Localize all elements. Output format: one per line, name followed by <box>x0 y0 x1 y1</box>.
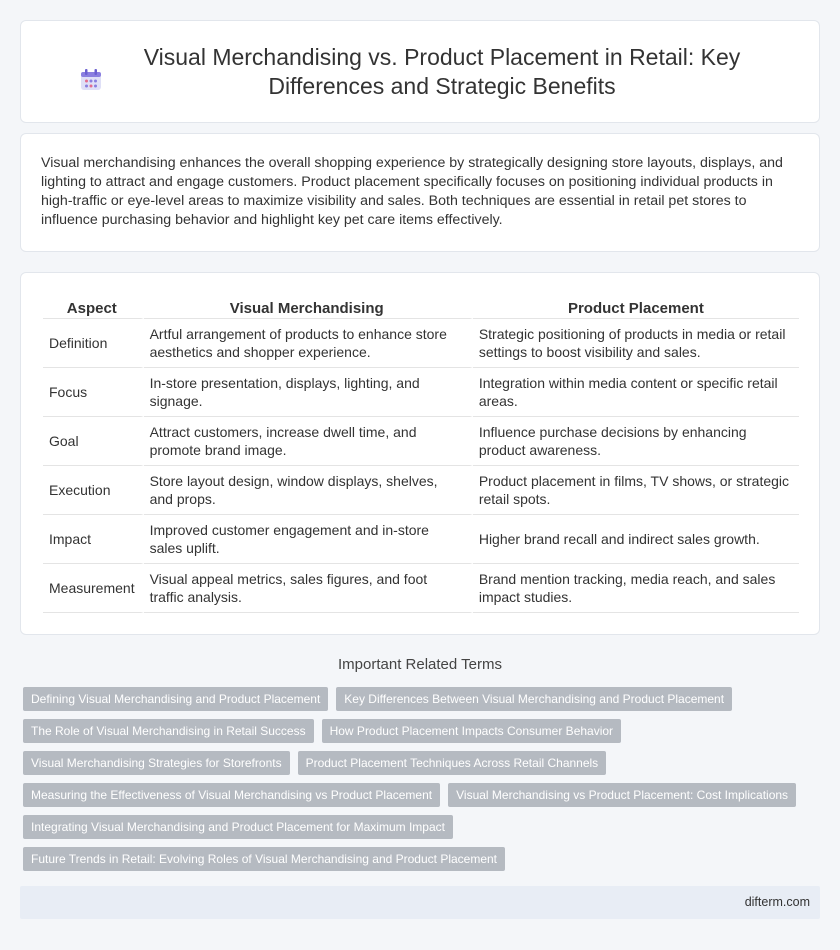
row-visual-merchandising: Store layout design, window displays, shelves, and props. <box>144 466 473 515</box>
page-title: Visual Merchandising vs. Product Placement in Retail: Key Differences and Strategic Benefits <box>143 43 741 99</box>
row-visual-merchandising: Visual appeal metrics, sales figures, and foot traffic analysis. <box>144 564 473 613</box>
row-aspect: Measurement <box>43 564 144 613</box>
intro-card <box>20 133 820 252</box>
header-visual-merchandising: Visual Merchandising <box>144 297 473 319</box>
related-term-tag[interactable]: Key Differences Between Visual Merchandising and Product Placement <box>336 687 732 711</box>
related-term-tag[interactable]: The Role of Visual Merchandising in Retail Success <box>23 719 314 743</box>
row-product-placement: Strategic positioning of products in media or retail settings to boost visibility and sales. <box>473 319 799 368</box>
row-product-placement: Integration within media content or specific retail areas. <box>473 368 799 417</box>
table-row <box>43 564 799 613</box>
table-row <box>43 319 799 368</box>
footer <box>20 886 820 919</box>
row-product-placement: Influence purchase decisions by enhancing product awareness. <box>473 417 799 466</box>
related-terms-heading: Important Related Terms <box>338 656 502 673</box>
row-aspect: Goal <box>43 417 144 466</box>
row-visual-merchandising: Attract customers, increase dwell time, and promote brand image. <box>144 417 473 466</box>
related-term-tag[interactable]: How Product Placement Impacts Consumer Behavior <box>322 719 621 743</box>
row-visual-merchandising: Improved customer engagement and in-store sales uplift. <box>144 515 473 564</box>
table-header-row <box>43 297 799 319</box>
table-row <box>43 515 799 564</box>
row-product-placement: Brand mention tracking, media reach, and sales impact studies. <box>473 564 799 613</box>
related-term-tag[interactable]: Product Placement Techniques Across Retail Channels <box>298 751 607 775</box>
footer-site-link[interactable]: difterm.com <box>744 895 810 909</box>
row-aspect: Definition <box>43 319 144 368</box>
row-product-placement: Product placement in films, TV shows, or strategic retail spots. <box>473 466 799 515</box>
related-term-tag[interactable]: Defining Visual Merchandising and Product Placement <box>23 687 328 711</box>
related-terms-list <box>23 687 813 871</box>
table-row <box>43 466 799 515</box>
row-visual-merchandising: In-store presentation, displays, lighting, and signage. <box>144 368 473 417</box>
comparison-table-card <box>20 272 820 635</box>
intro-paragraph: Visual merchandising enhances the overall shopping experience by strategically designing store layouts, displays, and lighting to attract and engage customers. Product placement specifically focuses on positioning individual products in high-traffic or eye-level areas to maximize visibility and sales. Both techniques are essential in retail pet stores to influence purchasing behavior and highlight key pet care items effectively. <box>41 155 783 228</box>
related-term-tag[interactable]: Future Trends in Retail: Evolving Roles of Visual Merchandising and Product Placement <box>23 847 505 871</box>
table-row <box>43 368 799 417</box>
row-aspect: Focus <box>43 368 144 417</box>
calendar-icon <box>78 67 104 93</box>
related-term-tag[interactable]: Measuring the Effectiveness of Visual Merchandising vs Product Placement <box>23 783 440 807</box>
comparison-table <box>43 297 799 613</box>
row-aspect: Impact <box>43 515 144 564</box>
row-product-placement: Higher brand recall and indirect sales growth. <box>473 515 799 564</box>
related-term-tag[interactable]: Integrating Visual Merchandising and Product Placement for Maximum Impact <box>23 815 453 839</box>
table-row <box>43 417 799 466</box>
row-aspect: Execution <box>43 466 144 515</box>
title-card <box>20 20 820 123</box>
header-aspect: Aspect <box>43 297 144 319</box>
related-term-tag[interactable]: Visual Merchandising Strategies for Storefronts <box>23 751 290 775</box>
related-term-tag[interactable]: Visual Merchandising vs Product Placement: Cost Implications <box>448 783 796 807</box>
row-visual-merchandising: Artful arrangement of products to enhance store aesthetics and shopper experience. <box>144 319 473 368</box>
header-product-placement: Product Placement <box>473 297 799 319</box>
